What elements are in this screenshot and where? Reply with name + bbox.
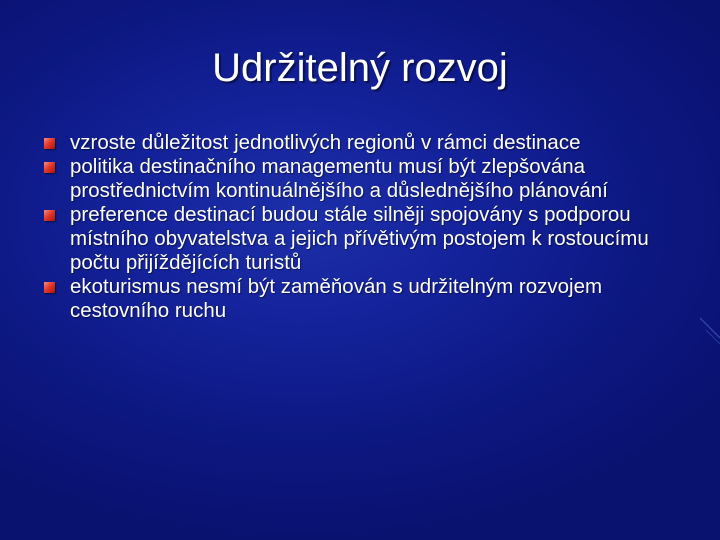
bullet-text: preference destinací budou stále silněji spojovány s podporou místního obyvatelstva a jejich přívětivým postojem k rostoucímu počtu přijíždějících turistů [70,203,649,274]
square-bullet-icon [44,162,55,173]
square-bullet-icon [44,210,55,221]
bullet-list [44,131,684,323]
slide-title: Udržitelný rozvoj [212,46,508,90]
bullet-item [44,275,684,323]
bullet-item [44,203,684,275]
bullet-item [44,131,684,155]
bullet-text: politika destinačního managementu musí být zlepšována prostřednictvím kontinuálnějšího a důslednějšího plánování [70,155,608,202]
bullet-text: vzroste důležitost jednotlivých regionů v rámci destinace [70,131,581,154]
bullet-text: ekoturismus nesmí být zaměňován s udržitelným rozvojem cestovního ruchu [70,275,603,322]
square-bullet-icon [44,282,55,293]
bullet-item [44,155,684,203]
square-bullet-icon [44,138,55,149]
